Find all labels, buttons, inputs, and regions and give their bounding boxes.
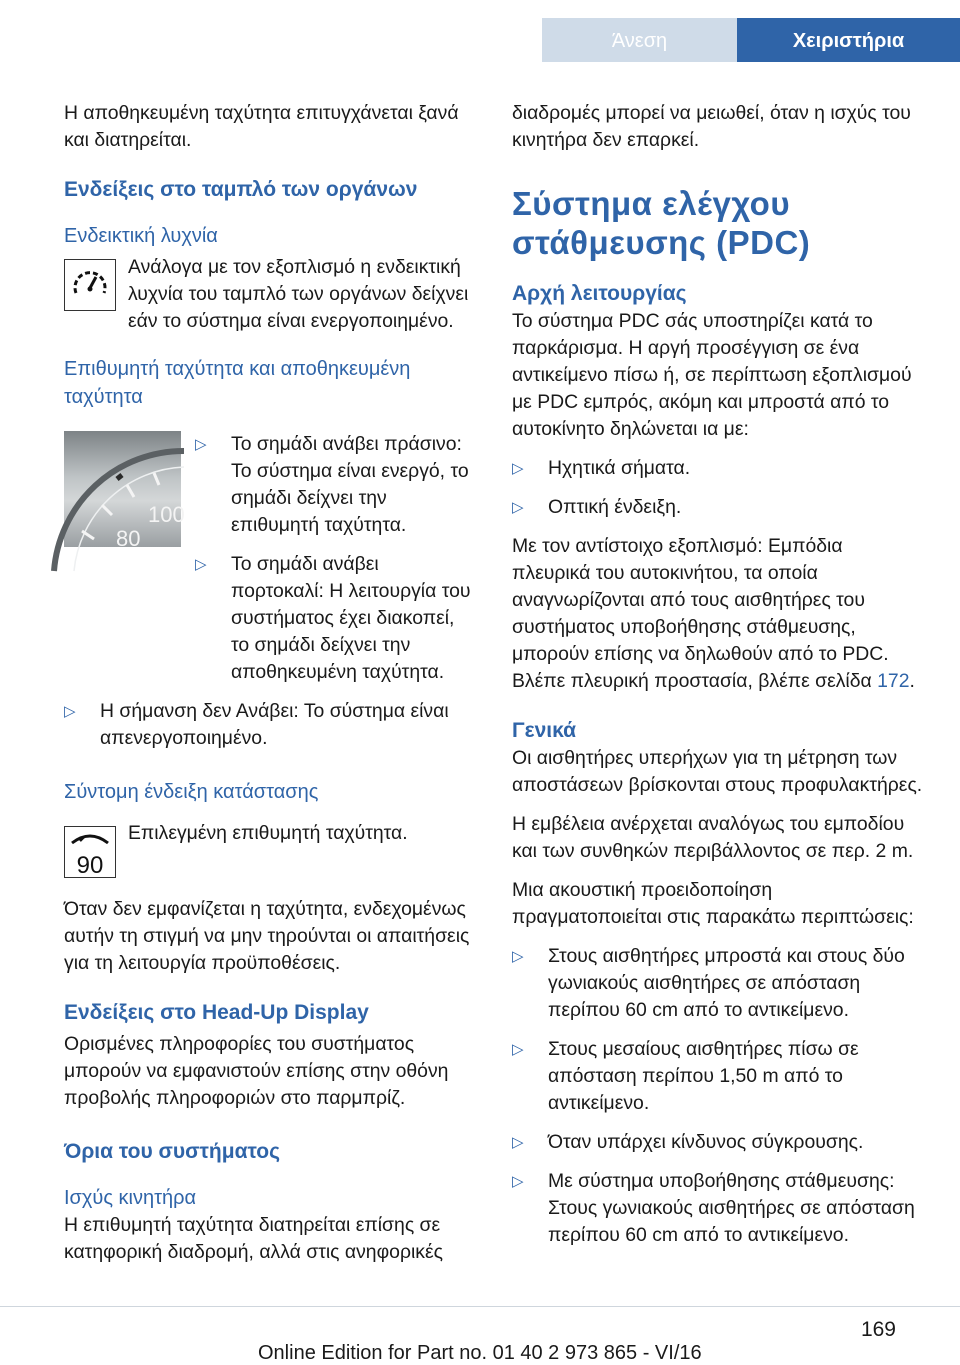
engine-text: Η επιθυμητή ταχύτητα διατηρείται επίσης σε κατηφορική διαδρομή, αλλά στις ανηφορικές	[64, 1214, 443, 1263]
footer-divider	[0, 1306, 960, 1307]
bullet-icon: ▷	[512, 499, 524, 516]
status-row	[64, 818, 476, 878]
indicator-row	[64, 254, 476, 335]
list-item: ▷ Οπτική ένδειξη.	[512, 494, 924, 521]
gauge-label-100: 100	[148, 502, 185, 527]
intro-text: Η αποθηκευμένη ταχύτητα επιτυγχάνεται ξανά και διατηρείται.	[64, 102, 459, 151]
left-column	[64, 100, 476, 1266]
speedometer-image	[64, 431, 185, 551]
bullet-icon: ▷	[195, 436, 207, 453]
status-speed-icon	[64, 826, 116, 878]
page-number: 169	[860, 1318, 896, 1341]
page-link[interactable]: 172	[877, 670, 910, 692]
right-column	[512, 100, 924, 1249]
tab-manual: Χειριστήρια	[737, 18, 960, 62]
general-text-2: Η εμβέλεια ανέρχεται αναλόγως του εμποδίου και των συνθηκών περιβάλλοντος σε περ. 2 m.	[512, 813, 914, 862]
list-item: ▷ Ηχητικά σήματα.	[512, 455, 924, 482]
heading-pdc: Σύστημα ελέγχου στάθμευσης (PDC)	[512, 185, 811, 261]
desired-speed-list	[195, 431, 475, 686]
list-item: ▷ Στους αισθητήρες μπροστά και στους δύο γωνιακούς αισθητήρες σε απόσταση περίπου 60 cm από το αντικείμενο.	[512, 945, 905, 1021]
status-text: Επιλεγμένη επιθυμητή ταχύτητα.	[128, 822, 408, 844]
bullet-icon: ▷	[195, 556, 207, 573]
principle-list	[512, 455, 924, 521]
bullet-icon: ▷	[512, 1041, 524, 1058]
status-note: Όταν δεν εμφανίζεται η ταχύτητα, ενδεχομένως αυτήν τη στιγμή να μην τηρούνται οι απαιτήσεις για τη λειτουργία προϋποθέσεις.	[64, 898, 470, 974]
bullet-icon: ▷	[512, 460, 524, 477]
header-tabs	[542, 18, 960, 98]
tab-section: Άνεση οδήγησης	[542, 18, 737, 62]
principle-text: Το σύστημα PDC σάς υποστηρίζει κατά το παρκάρισμα. Η αργή προσέγγιση σε ένα αντικείμενο πίσω ή, σε περίπτωση εξοπλισμού με PDC εμπρός, ακόμη και μπροστά από το αυτοκίνητο δηλώνεται ια με:	[512, 310, 912, 440]
heading-limits: Όρια του συστήματος	[64, 1140, 281, 1163]
hud-text: Ορισμένες πληροφορίες του συστήματος μπορούν να εμφανιστούν επίσης στην οθόνη προβολής πληροφοριών στο παρμπρίζ.	[64, 1033, 449, 1109]
general-list	[512, 943, 924, 1249]
bullet-icon: ▷	[512, 1134, 524, 1151]
heading-status: Σύντομη ένδειξη κατάστασης	[64, 781, 319, 803]
bullet-icon: ▷	[64, 703, 76, 720]
engine-text-cont: διαδρομές μπορεί να μειωθεί, όταν η ισχύς του κινητήρα δεν επαρκεί.	[512, 102, 911, 151]
desired-speed-row	[64, 431, 476, 686]
general-text-3: Μια ακουστική προειδοποίηση πραγματοποιείται στις παρακάτω περιπτώσεις:	[512, 879, 914, 928]
indicator-text: Ανάλογα με τον εξοπλισμό η ενδεικτική λυχνία του ταμπλό των οργάνων δείχνει εάν το σύστημα είναι ενεργοποιημένο.	[128, 256, 469, 332]
general-text-1: Οι αισθητήρες υπερήχων για τη μέτρηση των αποστάσεων βρίσκονται στους προφυλακτήρες.	[512, 747, 923, 796]
edition-note: Online Edition for Part no. 01 40 2 973 865 - VI/16	[258, 1342, 702, 1364]
heading-general: Γενικά	[512, 719, 577, 742]
heading-principle: Αρχή λειτουργίας	[512, 282, 687, 305]
gauge-label-80: 80	[116, 526, 141, 551]
heading-engine: Ισχύς κινητήρα	[64, 1187, 197, 1209]
heading-desired-speed: Επιθυμητή ταχύτητα και αποθηκευμένη ταχύτητα	[64, 358, 411, 408]
list-item: ▷ Με σύστημα υποβοήθησης στάθμευσης: Στους γωνιακούς αισθητήρες σε απόσταση περίπου 60 cm από το αντικείμενο.	[512, 1170, 915, 1246]
list-item: ▷ Το σημάδι ανάβει πορτοκαλί: Η λειτουργία του συστήματος έχει διακοπεί, το σημάδι δείχνει την αποθηκευμένη ταχύτητα.	[195, 553, 471, 683]
status-icon-value: 90	[76, 852, 104, 879]
bullet-icon: ▷	[512, 948, 524, 965]
desired-speed-off	[64, 698, 476, 752]
list-item: ▷ Όταν υπάρχει κίνδυνος σύγκρουσης.	[512, 1129, 924, 1156]
heading-hud: Ενδείξεις στο Head-Up Display	[64, 1001, 369, 1024]
bullet-icon: ▷	[512, 1173, 524, 1190]
list-item: ▷ Στους μεσαίους αισθητήρες πίσω σε απόσταση περίπου 1,50 m από το αντικείμενο.	[512, 1038, 859, 1114]
cruise-indicator-icon	[64, 259, 116, 311]
heading-indicator: Ενδεικτική λυχνία	[64, 225, 218, 247]
equipment-text: Με τον αντίστοιχο εξοπλισμό: Εμπόδια πλευρικά του αυτοκινήτου, τα οποία αναγνωρίζονται από τους αισθητήρες του συστήματος υποβοήθησης στάθμευσης, μπορούν επίσης να δηλωθούν από το PDC. Βλέπε πλευρική προστασία, βλέπε σελίδα 172.	[512, 535, 915, 692]
heading-dashboard: Ενδείξεις στο ταμπλό των οργάνων	[64, 178, 418, 201]
list-item: ▷ Το σημάδι ανάβει πράσινο: Το σύστημα είναι ενεργό, το σημάδι δείχνει την επιθυμητή ταχύτητα.	[195, 433, 469, 536]
list-item: ▷ Η σήμανση δεν Ανάβει: Το σύστημα είναι απενεργοποιημένο.	[64, 700, 449, 749]
